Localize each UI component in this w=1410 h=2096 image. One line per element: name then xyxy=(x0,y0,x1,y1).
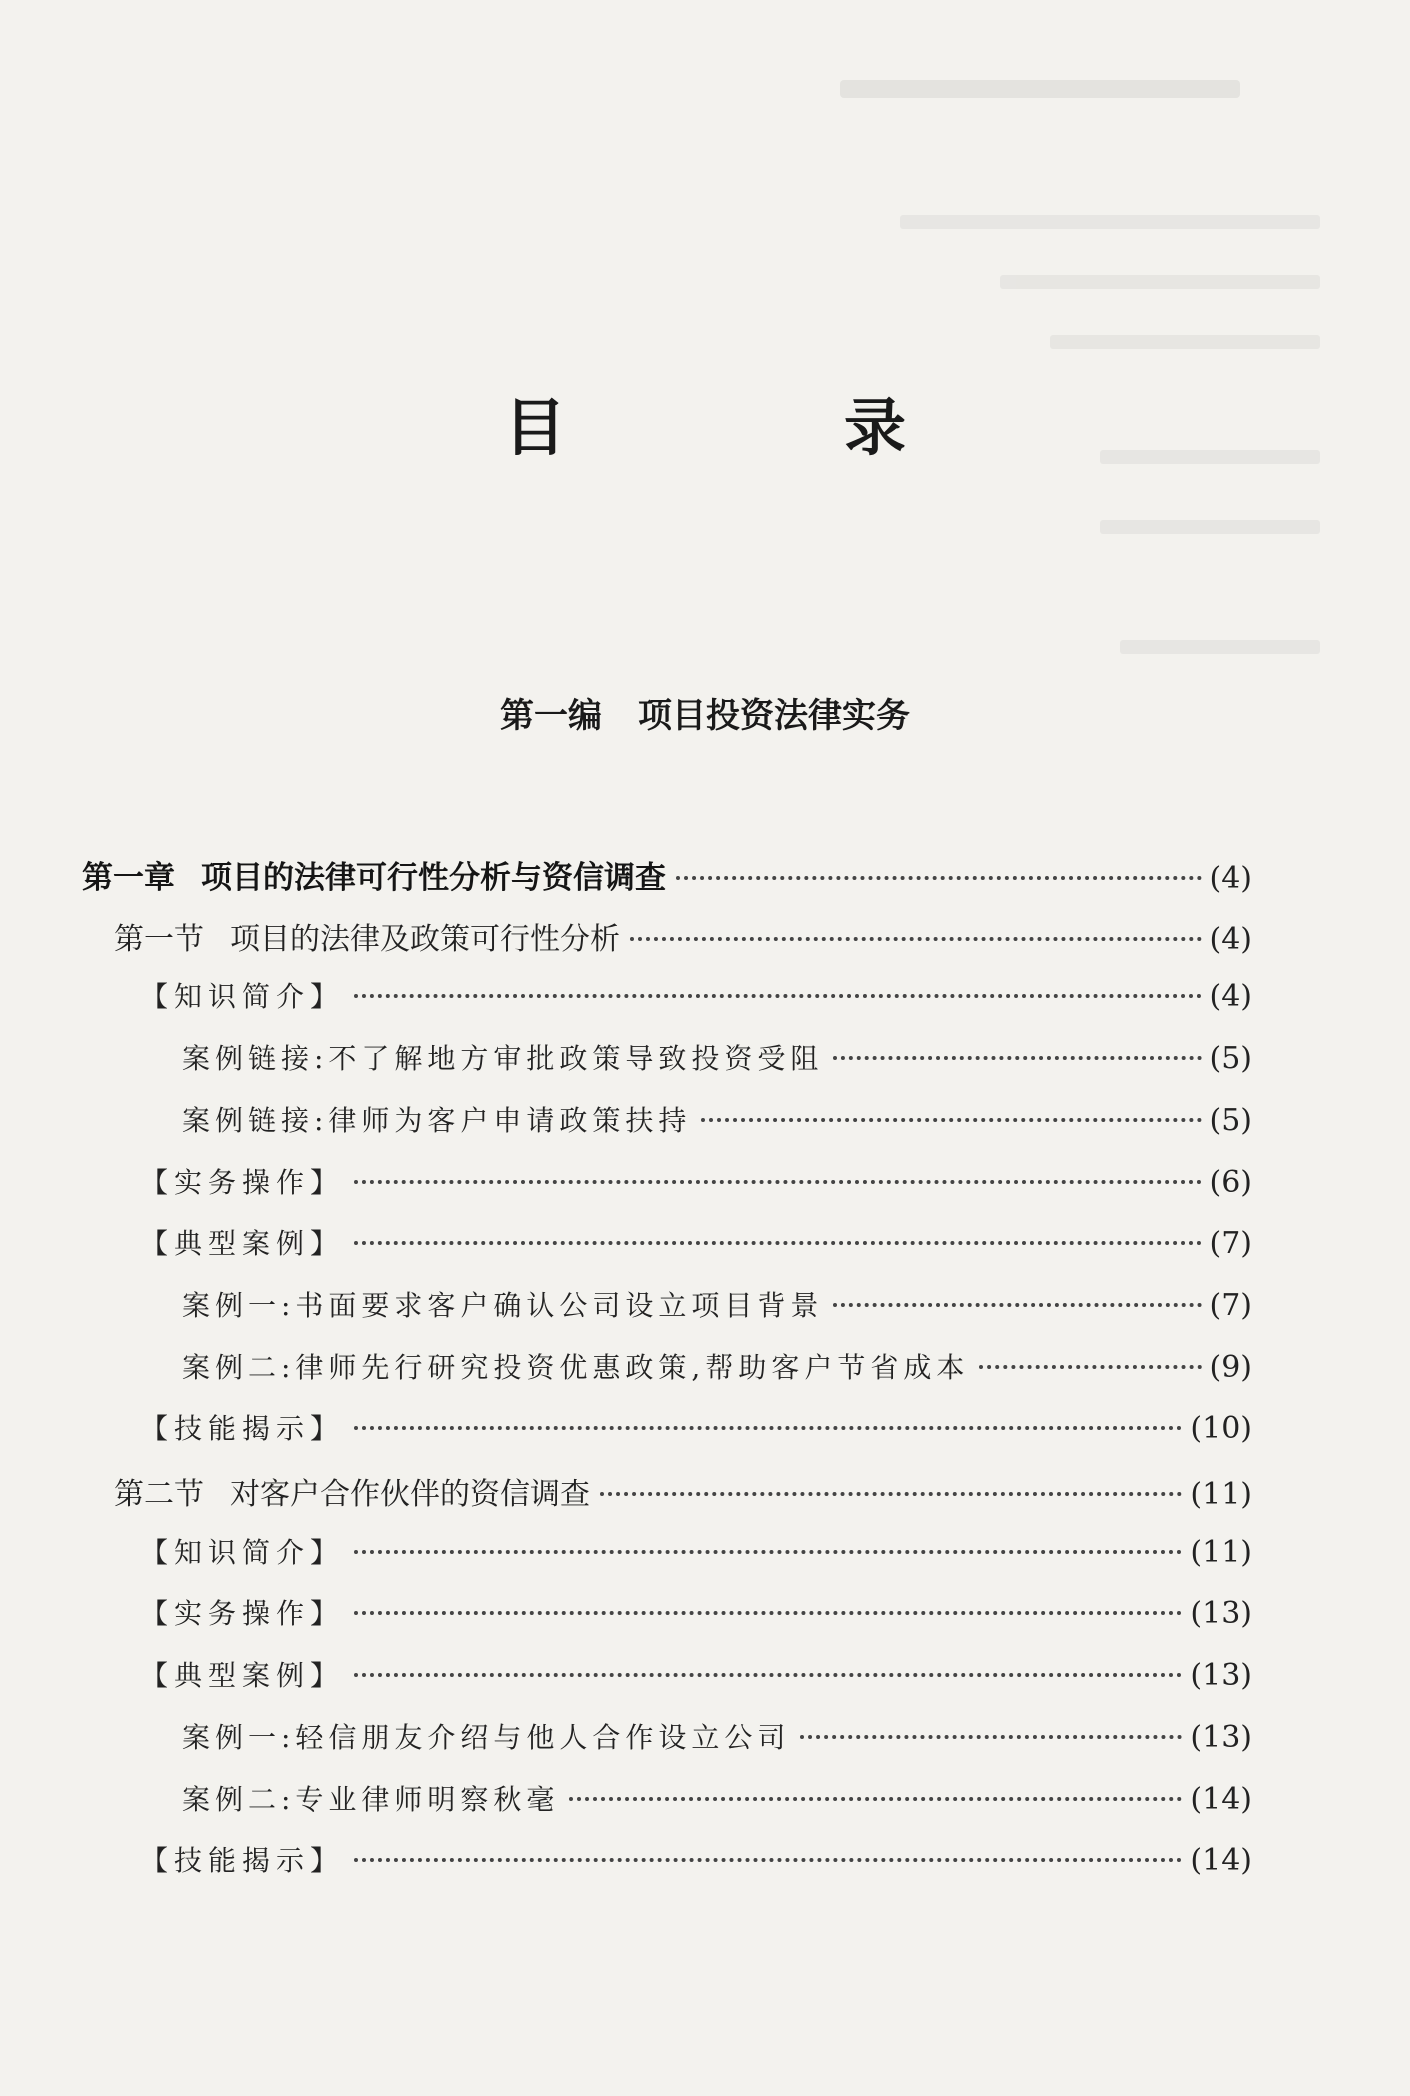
toc-entry-text: 案例二:律师先行研究投资优惠政策,帮助客户节省成本 xyxy=(182,1351,970,1384)
toc-entry-title xyxy=(140,1407,344,1447)
dot-leader xyxy=(354,994,1201,998)
toc-entry-page-number: (10) xyxy=(1190,1411,1252,1446)
toc-entry-number: 第一节 xyxy=(114,922,204,957)
toc-entry-title xyxy=(182,1037,823,1077)
dot-leader xyxy=(354,1611,1182,1615)
toc-entry-page-number: (4) xyxy=(1209,922,1252,957)
toc-entry-title xyxy=(82,852,666,897)
dot-leader xyxy=(354,1550,1182,1554)
toc-entry-title xyxy=(140,1654,344,1694)
toc-entry-tag[interactable] xyxy=(140,1407,1252,1451)
header-show-through xyxy=(840,80,1240,98)
toc-entry-page-number: (11) xyxy=(1190,1535,1252,1570)
toc-entry-section[interactable] xyxy=(114,914,1252,958)
toc-entry-tag[interactable] xyxy=(140,975,1252,1019)
toc-entry-page-number: (13) xyxy=(1190,1720,1252,1755)
dot-leader xyxy=(800,1735,1182,1739)
toc-entry-title xyxy=(140,1222,344,1262)
toc-entry-title xyxy=(182,1778,559,1818)
dot-leader xyxy=(630,937,1202,941)
dot-leader xyxy=(354,1180,1201,1184)
toc-entry-page-number: (14) xyxy=(1190,1782,1252,1817)
dot-leader xyxy=(354,1241,1201,1245)
toc-entry-text: 案例链接:不了解地方审批政策导致投资受阻 xyxy=(182,1042,824,1075)
dot-leader xyxy=(979,1365,1201,1369)
toc-entry-text: 项目的法律可行性分析与资信调查 xyxy=(201,860,666,896)
toc-entry-title xyxy=(182,1716,790,1756)
toc-entry-case[interactable] xyxy=(182,1099,1252,1143)
toc-entry-tag[interactable] xyxy=(140,1592,1252,1636)
toc-entry-tag[interactable] xyxy=(140,1222,1252,1266)
toc-entry-text: 【典型案例】 xyxy=(140,1227,345,1260)
toc-entry-case[interactable] xyxy=(182,1778,1252,1822)
toc-entry-page-number: (5) xyxy=(1209,1103,1252,1138)
toc-entry-case[interactable] xyxy=(182,1346,1252,1390)
toc-entry-title xyxy=(182,1346,969,1386)
toc-entry-number: 第一章 xyxy=(82,860,175,896)
toc-entry-page-number: (13) xyxy=(1190,1658,1252,1693)
toc-entry-tag[interactable] xyxy=(140,1839,1252,1883)
dot-leader xyxy=(354,1673,1182,1677)
toc-entry-tag[interactable] xyxy=(140,1654,1252,1698)
dot-leader xyxy=(600,1492,1182,1496)
toc-entry-text: 【实务操作】 xyxy=(140,1166,345,1199)
toc-entry-text: 【实务操作】 xyxy=(140,1597,345,1630)
toc-entry-text: 【知识简介】 xyxy=(140,1536,345,1569)
toc-entry-title xyxy=(140,1592,344,1632)
toc-entry-case[interactable] xyxy=(182,1284,1252,1328)
toc-entry-page-number: (13) xyxy=(1190,1596,1252,1631)
toc-entry-text: 【技能揭示】 xyxy=(140,1412,345,1445)
dot-leader xyxy=(701,1118,1201,1122)
toc-entry-text: 对客户合作伙伴的资信调查 xyxy=(230,1477,590,1512)
toc-entry-case[interactable] xyxy=(182,1037,1252,1081)
toc-entry-title xyxy=(140,1161,344,1201)
dot-leader xyxy=(354,1426,1182,1430)
toc-entry-title xyxy=(140,1531,344,1571)
toc-entry-number: 第二节 xyxy=(114,1477,204,1512)
toc-entry-page-number: (4) xyxy=(1209,861,1252,896)
toc-entry-page-number: (7) xyxy=(1209,1226,1252,1261)
toc-entry-text: 案例一:书面要求客户确认公司设立项目背景 xyxy=(182,1289,824,1322)
toc-entry-page-number: (7) xyxy=(1209,1288,1252,1323)
toc-entry-page-number: (14) xyxy=(1190,1843,1252,1878)
toc-entry-title xyxy=(140,975,344,1015)
part-name: 项目投资法律实务 xyxy=(638,696,910,736)
toc-entry-page-number: (11) xyxy=(1190,1477,1252,1512)
toc-entry-text: 【知识简介】 xyxy=(140,980,345,1013)
toc-entry-text: 项目的法律及政策可行性分析 xyxy=(230,922,620,957)
toc-entry-section[interactable] xyxy=(114,1469,1252,1513)
dot-leader xyxy=(833,1056,1201,1060)
toc-entry-text: 【典型案例】 xyxy=(140,1659,345,1692)
dot-leader xyxy=(833,1303,1201,1307)
toc-entry-case[interactable] xyxy=(182,1716,1252,1760)
toc-entry-title xyxy=(140,1839,344,1879)
toc-entry-title xyxy=(182,1284,823,1324)
dot-leader xyxy=(354,1858,1182,1862)
part-heading xyxy=(0,688,1410,737)
toc-entry-page-number: (5) xyxy=(1209,1041,1252,1076)
part-label: 第一编 xyxy=(500,696,602,736)
toc-title: 目 录 xyxy=(503,391,1014,464)
toc-entry-text: 案例一:轻信朋友介绍与他人合作设立公司 xyxy=(182,1721,791,1754)
toc-entry-tag[interactable] xyxy=(140,1161,1252,1205)
toc-entry-chapter[interactable] xyxy=(82,852,1252,896)
toc-entry-tag[interactable] xyxy=(140,1531,1252,1575)
dot-leader xyxy=(569,1797,1182,1801)
toc-entry-title xyxy=(114,1469,590,1513)
toc-entry-title xyxy=(182,1099,691,1139)
toc-entry-page-number: (6) xyxy=(1209,1165,1252,1200)
toc-entry-page-number: (9) xyxy=(1209,1350,1252,1385)
toc-entry-text: 【技能揭示】 xyxy=(140,1844,345,1877)
toc-entry-text: 案例链接:律师为客户申请政策扶持 xyxy=(182,1104,692,1137)
dot-leader xyxy=(676,876,1202,880)
toc-entry-title xyxy=(114,914,620,958)
toc-entry-text: 案例二:专业律师明察秋毫 xyxy=(182,1783,560,1816)
toc-entry-page-number: (4) xyxy=(1209,979,1252,1014)
